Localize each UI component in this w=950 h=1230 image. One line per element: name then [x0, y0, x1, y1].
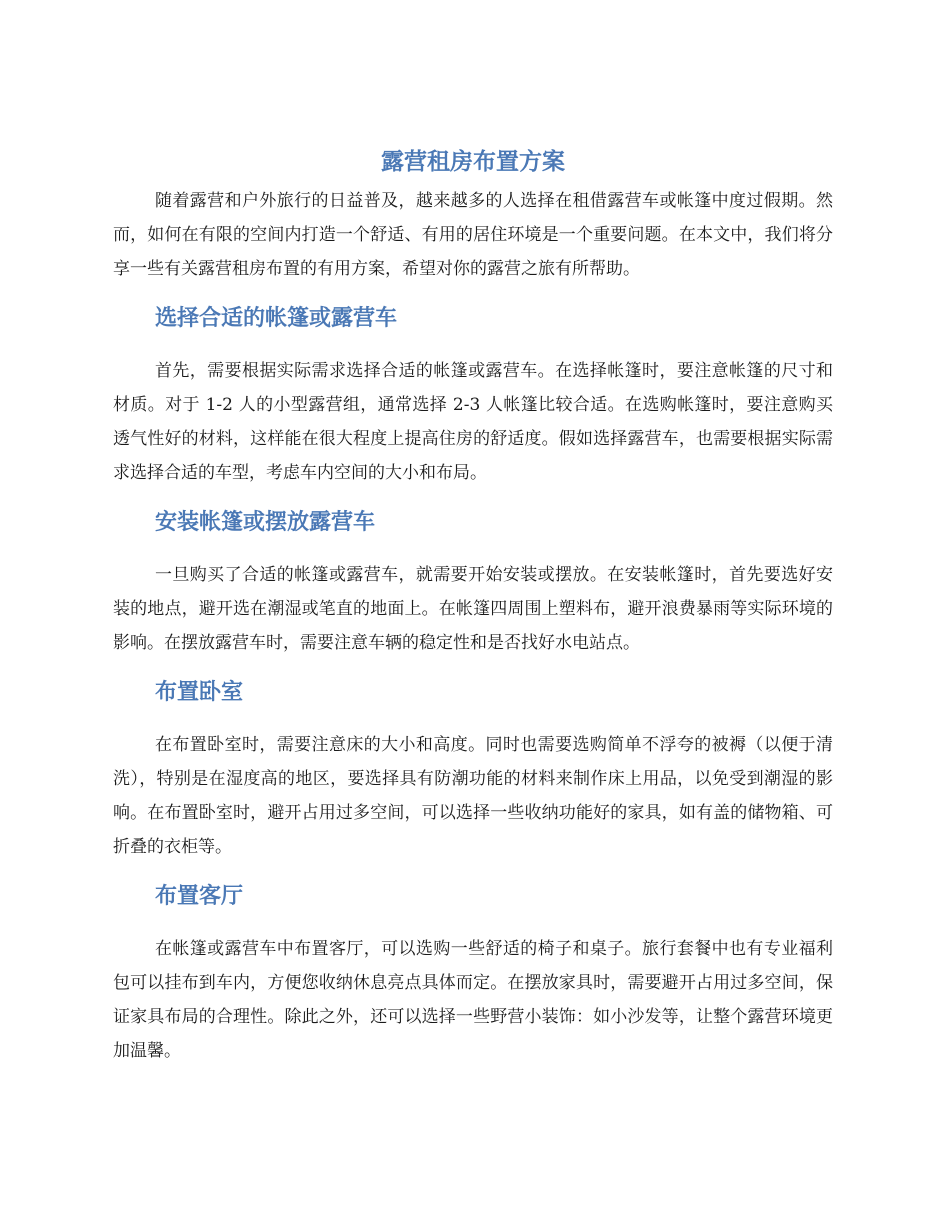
section-heading-living-room: 布置客厅 — [155, 884, 244, 909]
intro-paragraph: 随着露营和户外旅行的日益普及，越来越多的人选择在租借露营车或帐篷中度过假期。然而，如何在有限的空间内打造一个舒适、有用的居住环境是一个重要问题。在本文中，我们将分享一些有关露营租房布置的有用方案，希望对你的露营之旅有所帮助。 — [113, 191, 833, 279]
section-body-living-room: 在帐篷或露营车中布置客厅，可以选购一些舒适的椅子和桌子。旅行套餐中也有专业福利包可以挂布到车内，方便您收纳休息亮点具体而定。在摆放家具时，需要避开占用过多空间，保证家具布局的合理性。除此之外，还可以选择一些野营小装饰：如小沙发等，让整个露营环境更加温馨。 — [113, 939, 833, 1061]
document-title: 露营租房布置方案 — [381, 149, 565, 175]
section-heading-install: 安装帐篷或摆放露营车 — [155, 510, 376, 535]
section-body-choose: 首先，需要根据实际需求选择合适的帐篷或露营车。在选择帐篷时，要注意帐篷的尺寸和材质。对于 1-2 人的小型露营组，通常选择 2-3 人帐篷比较合适。在选购帐篷时，要注意购买透气性好的材料，这样能在很大程度上提高住房的舒适度。假如选择露营车，也需要根据实际需求选择合适的车型，考虑车内空间的大小和布局。 — [113, 361, 833, 483]
section-heading-bedroom: 布置卧室 — [155, 680, 244, 705]
document-page — [113, 140, 833, 1068]
section-heading-choose: 选择合适的帐篷或露营车 — [155, 306, 398, 331]
section-body-bedroom: 在布置卧室时，需要注意床的大小和高度。同时也需要选购简单不浮夸的被褥（以便于清洗），特别是在湿度高的地区，要选择具有防潮功能的材料来制作床上用品，以免受到潮湿的影响。在布置卧室时，避开占用过多空间，可以选择一些收纳功能好的家具，如有盖的储物箱、可折叠的衣柜等。 — [113, 735, 833, 857]
section-body-install: 一旦购买了合适的帐篷或露营车，就需要开始安装或摆放。在安装帐篷时，首先要选好安装的地点，避开选在潮湿或笔直的地面上。在帐篷四周围上塑料布，避开浪费暴雨等实际环境的影响。在摆放露营车时，需要注意车辆的稳定性和是否找好水电站点。 — [113, 565, 833, 653]
